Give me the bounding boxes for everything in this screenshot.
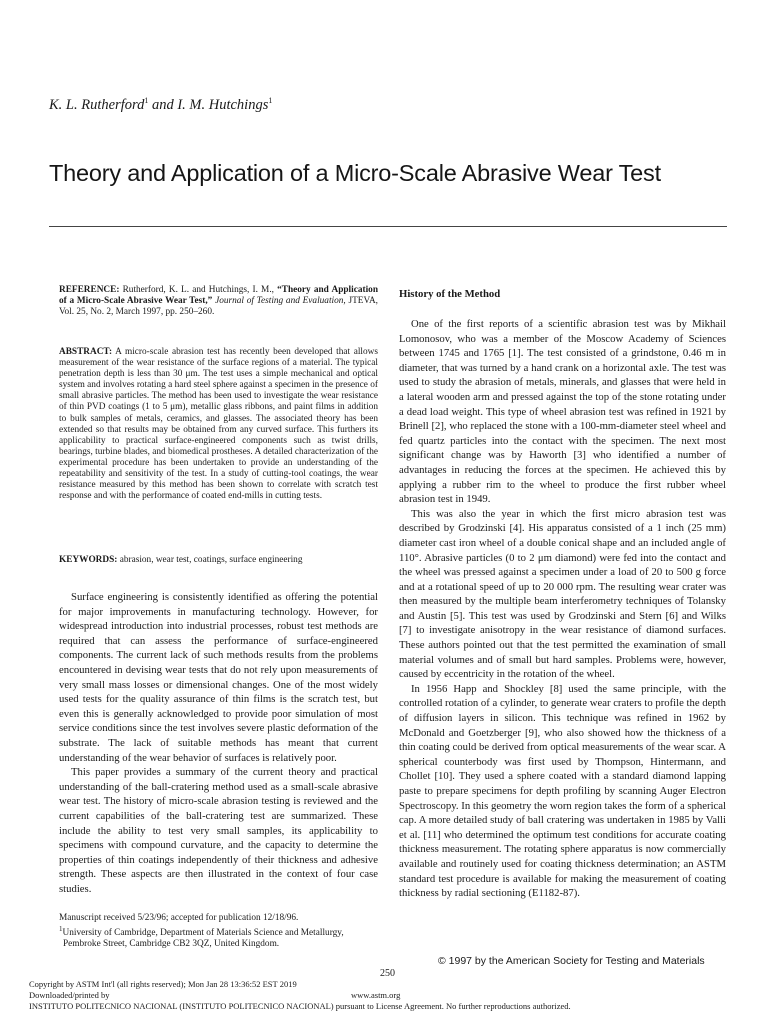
intro-paragraph-2: This paper provides a summary of the current theory and practical understanding of the ball-cratering method used as a small-scale abrasive wear test. The history of micro-scale abrasion testing is reviewed and the current capabilities of the ball-cratering test are summarized. These include the ability to test very small samples, its applicability to specimens with compound curvature, and the capacity to determine the properties of thin coatings independently of their thickness and adhesive strength. These aspects are then illustrated in the context of four case studies. — [59, 766, 378, 895]
reference-title: “Theory and Application of a Micro-Scale Abrasive Wear Test,” — [59, 285, 378, 307]
history-paragraph-1: One of the first reports of a scientific abrasion test was by Mikhail Lomonosov, who was a member of the Moscow Academy of Sciences between 1745 and 1765 [1]. The test consisted of a grindstone, 0.46 m in diameter, that was turned by a hand crank on a horizontal axle. The test was used to study the abrasion of metals, minerals, and glasses that were held in a lateral wooden arm and pressed against the top of the stone rotating under a dead load weight. This type of wheel abrasion test was refined in 1921 by Brinell [2], who replaced the stone with a 100-mm-diameter steel wheel and fed quartz particles into the contact with the specimen. The next most significant change was by Haworth [3] who identified a number of advantages in reducing the forces at the specimen. He achieved this by applying a rubber rim to the wheel to produce the first rubber wheel abrasion test in 1949. — [399, 318, 726, 506]
copyright-notice: © 1997 by the American Society for Testing and Materials — [438, 955, 705, 967]
reference-authors: Rutherford, K. L. and Hutchings, I. M., — [122, 285, 274, 295]
author-line — [49, 96, 272, 114]
reference-block — [59, 285, 378, 318]
footer-downloaded-label: Downloaded/printed by — [29, 990, 110, 1000]
affiliation-note-text: University of Cambridge, Department of Materials Science and Metallurgy, Pembroke Street, Cambridge CB2 3QZ, United Kingdom. — [62, 928, 344, 950]
history-paragraph-3: In 1956 Happ and Shockley [8] used the same principle, with the controlled rotation of a cylinder, to generate wear craters to profile the depth of diffusion layers in silicon. This technique was refined in 1962 by McDonald and Goetzberger [9], who also showed how the thickness of a thin coating could be derived from optical measurements of the wear scar. A spherical counterbody was first used by Thompson, Hintermann, and Chollet [10]. They used a sphere coated with a standard diamond lapping paste to prepare specimens for depth profiling by scanning Auger Electron Spectroscopy. In this geometry the worn region takes the form of a spherical cap. A more detailed study of ball cratering was undertaken in 1985 by Valli et al. [11] who determined the optimum test conditions for accurate coating thickness measurement. The rotating sphere apparatus is now commercially available and routinely used for coating thickness determination; an ASTM standard test procedure is available for making the measurement of coating thickness by radial sectioning (E1182-87). — [399, 682, 726, 900]
manuscript-received-note: Manuscript received 5/23/96; accepted for publication 12/18/96. — [59, 913, 299, 923]
affiliation-mark-2: 1 — [268, 96, 273, 105]
reference-label: REFERENCE: — [59, 285, 120, 295]
keywords-label: KEYWORDS: — [59, 555, 118, 565]
affiliation-note — [59, 924, 378, 950]
introduction-text — [59, 590, 378, 896]
reference-journal: Journal of Testing and Evaluation, — [215, 296, 346, 307]
intro-paragraph-1: Surface engineering is consistently identified as offering the potential for major improvements in manufacturing technology. However, for widespread introduction into industrial processes, robust test methods are required that can assess the performance of surface-engineered components. The current lack of such methods results from the problems encountered in devising wear tests that do not rely upon measurements of very small mass losses or dimensional changes. One of the most widely used tests for the quality assurance of thin films is the scratch test, but even this is generally acknowledged to provide poor simulation of most service conditions since the test involves severe plastic deformation of the substrate. The lack of suitable methods has meant that current understanding of the wear behavior of surfaces is relatively poor. — [59, 591, 378, 764]
abstract-text: A micro-scale abrasion test has recently been developed that allows measurement of the wear resistance of the surface regions of a material. The typical penetration depth is less than 30 μm. The test uses a simple mechanical and optical system and involves rotating a hard steel sphere against a specimen in the presence of small abrasive particles. The method has been used to investigate the wear resistance of thin PVD coatings (1 to 5 μm), metallic glass ribbons, and paint films in addition to bulk samples of metals, ceramics, and glasses. The associated theory has been extended so that results may be obtained from any curved surface. This furthers its applicability to practical surface-engineered components such as twist drills, bearings, turbine blades, and biomedical prostheses. A detailed characterization of the experimental procedure has been undertaken to provide an understanding of the repeatability and sensitivity of the test. In a study of cutting-tool coatings, the wear resistance measured by this method has been shown to correlate with scratch test response and with the performance of coated end-mills in cutting tests. — [59, 347, 378, 502]
title-divider — [49, 226, 727, 227]
keywords-block — [59, 555, 378, 565]
reference-details: JTEVA, Vol. 25, No. 2, March 1997, pp. 250–260. — [59, 296, 378, 318]
footer-line-1: Copyright by ASTM Int'l (all rights reserved); Mon Jan 28 13:36:52 EST 2019 — [29, 979, 297, 989]
footer-website-link[interactable]: www.astm.org — [351, 990, 401, 1000]
history-paragraph-2: This was also the year in which the first micro abrasion test was described by Grodzinski [4]. His apparatus consisted of a 1 inch (25 mm) diameter cast iron wheel of a double conical shape and an included angle of 110°. Abrasive particles (0 to 2 μm diamond) were fed into the contact and the wheel was pressed against a specimen under a load of 20 to 500 g force and at a rotational speed of up to 20 000 rpm. The resulting wear crater was then measured by the multiple beam interferometry techniques of Tolansky and Austin [5]. This test was used by Grodzinski and Stern [6] and Wilks [7] to investigate anisotropy in the wear resistance of diamond surfaces. These authors pointed out that the test permitted the examination of small material volumes and of small but hard samples. Problems were, however, caused by eccentricity in the rotation of the wheel. — [399, 507, 726, 681]
download-footer — [29, 979, 571, 1012]
section-heading-history: History of the Method — [399, 288, 501, 300]
page-number: 250 — [380, 968, 395, 979]
footer-line-3: INSTITUTO POLITECNICO NACIONAL (INSTITUTO POLITECNICO NACIONAL) pursuant to License Agreement. No further reproductions authorized. — [29, 1001, 571, 1011]
author-1: K. L. Rutherford — [49, 96, 145, 113]
abstract-label: ABSTRACT: — [59, 347, 113, 357]
affiliation-note-mark: 1 — [59, 925, 63, 934]
abstract-block — [59, 347, 378, 502]
author-2: I. M. Hutchings — [177, 96, 269, 113]
keywords-text: abrasion, wear test, coatings, surface engineering — [119, 555, 303, 565]
footnotes — [59, 913, 378, 950]
affiliation-mark-1: 1 — [144, 96, 149, 105]
footer-line-2 — [29, 990, 571, 1001]
author-separator: and — [151, 96, 174, 113]
paper-title: Theory and Application of a Micro-Scale Abrasive Wear Test — [49, 160, 661, 186]
history-text — [399, 317, 726, 901]
